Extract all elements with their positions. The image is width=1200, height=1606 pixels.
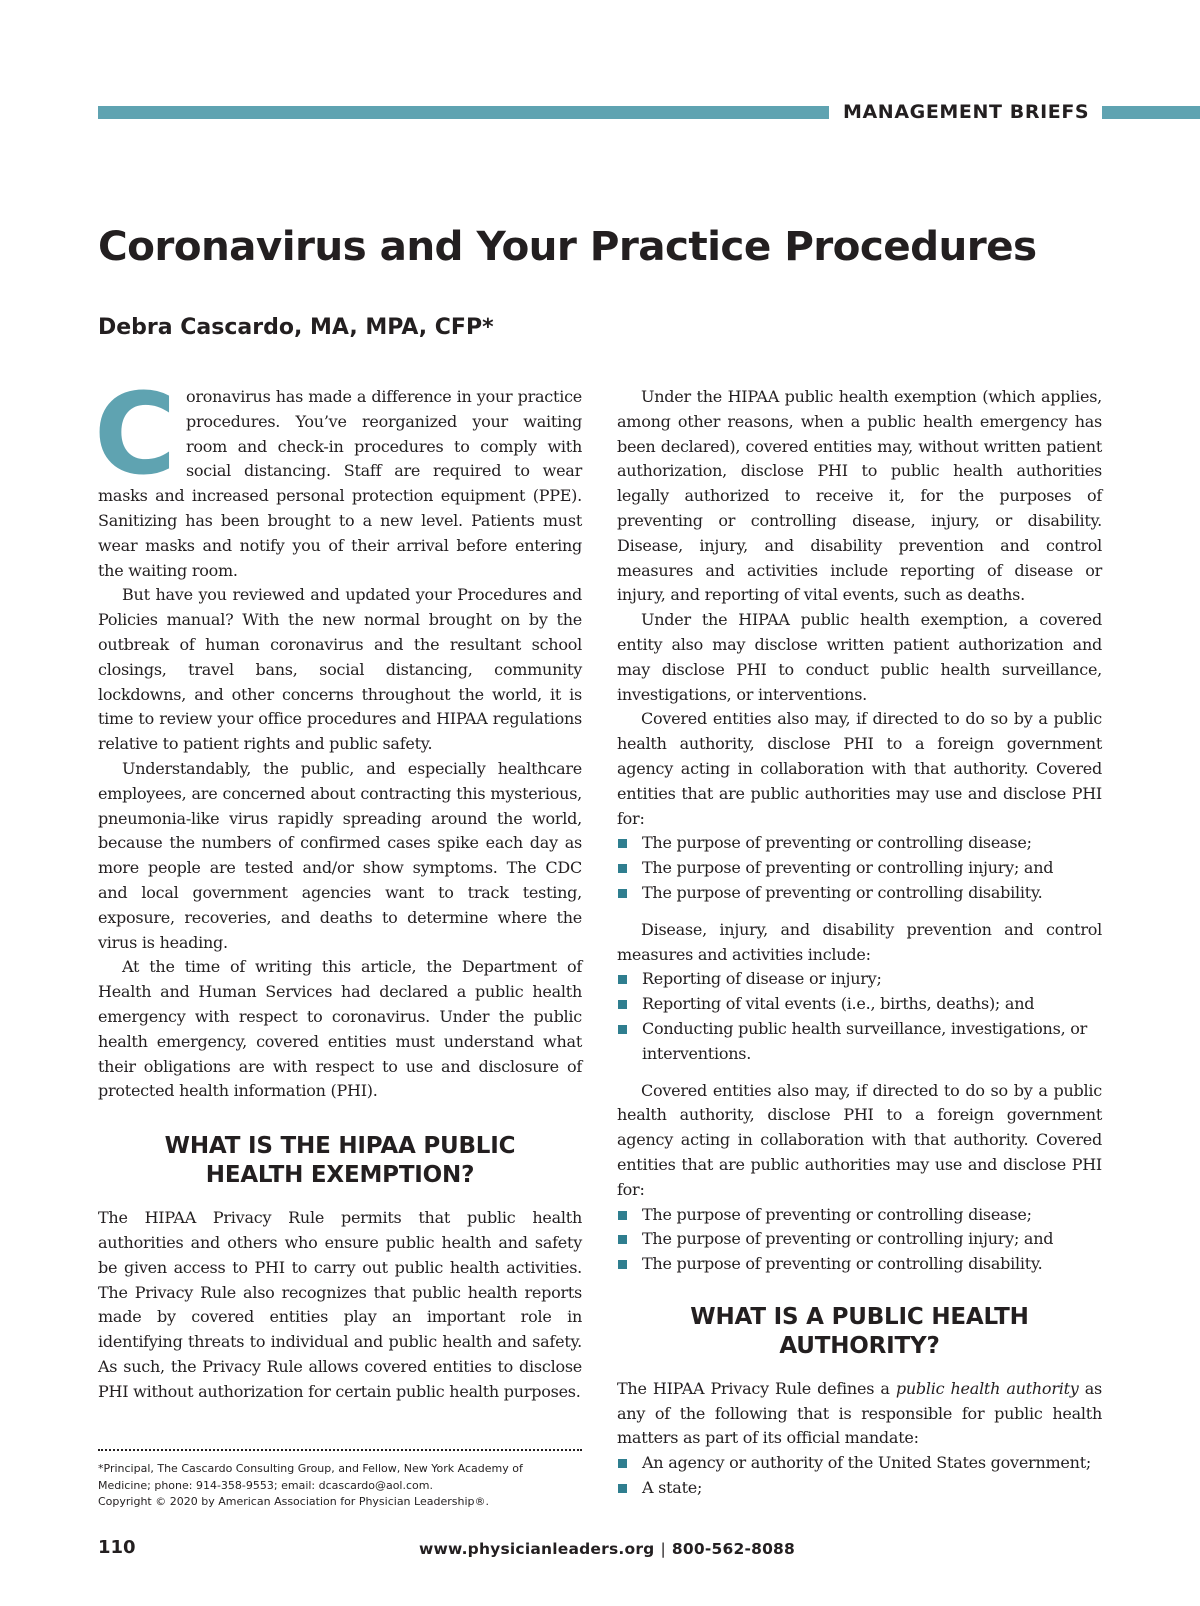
bullet-square-icon (618, 1235, 627, 1244)
bullet-square-icon (618, 839, 627, 848)
right-column (617, 385, 1102, 1501)
footer-phone: 800-562-8088 (671, 1540, 796, 1558)
section-heading-line: WHAT IS A PUBLIC HEALTH (690, 1303, 1029, 1330)
list-item: A state; (617, 1476, 1102, 1501)
list-item: Reporting of disease or injury; (617, 967, 1102, 992)
right-paragraph-5: Covered entities also may, if directed to do so by a public health authority, disclose PHI to a foreign government agency acting in collaboration with that authority. Covered entities that are public authorities may use and disclose PHI for: (617, 1080, 1102, 1199)
list-item: The purpose of preventing or controlling injury; and (617, 1227, 1102, 1252)
bullet-square-icon (618, 864, 627, 873)
footer-separator: | (660, 1540, 666, 1558)
list-item: An agency or authority of the United States government; (617, 1451, 1102, 1476)
intro-paragraph-4: At the time of writing this article, the Department of Health and Human Services had declared a public health emergency with respect to coronavirus. Under the public health emergency, covered entities must understand what their obligations are with respect to use and disclosure of protected health information (PHI). (98, 957, 582, 1101)
section-heading-line: HEALTH EXEMPTION? (205, 1162, 475, 1189)
bullet-square-icon (618, 889, 627, 898)
section1-paragraph: The HIPAA Privacy Rule permits that public health authorities and others who ensure public health and safety be given access to PHI to carry out public health activities. The Privacy Rule also recognizes that public health reports made by covered entities play an important role in identifying threats to individual and public health and safety. As such, the Privacy Rule allows covered entities to disclose PHI without authorization for certain public health purposes. (98, 1208, 582, 1401)
list-item: The purpose of preventing or controlling disease; (617, 1203, 1102, 1228)
footnote-copyright: Copyright © 2020 by American Association for Physician Leadership®. (98, 1495, 489, 1509)
right-paragraph-1: Under the HIPAA public health exemption (which applies, among other reasons, when a public health emergency has been declared), covered entities may, without written patient authorization, disclose PHI to public health authorities legally authorized to receive it, for the purposes of preventing or controlling disease, injury, or disability. Disease, injury, and disability prevention and control measures and activities include reporting of disease or injury, and reporting of vital events, such as deaths. (617, 387, 1102, 605)
section-heading-hipaa-exemption (98, 1132, 582, 1190)
bullet-square-icon (618, 1459, 627, 1468)
footnote (98, 1461, 568, 1511)
section-label: MANAGEMENT BRIEFS (843, 101, 1090, 123)
bullet-square-icon (618, 1211, 627, 1220)
intro-paragraph-1 (94, 370, 582, 583)
section-heading-line: AUTHORITY? (779, 1332, 940, 1359)
list-item: The purpose of preventing or controlling injury; and (617, 856, 1102, 881)
footnote-divider (98, 1449, 582, 1451)
footer-website-link[interactable]: www.physicianleaders.org (419, 1540, 655, 1558)
italic-term: public health authority (895, 1378, 1079, 1398)
bullet-list-4 (617, 1451, 1102, 1501)
bullet-square-icon (618, 1484, 627, 1493)
intro-paragraph-3: Understandably, the public, and especially healthcare employees, are concerned about contracting this mysterious, pneumonia-like virus rapidly spreading around the world, because the numbers of confirmed cases spike each day as more people are tested and/or show symptoms. The CDC and local government agencies want to track testing, exposure, recoveries, and deaths to determine where the virus is heading. (98, 758, 582, 952)
bullet-square-icon (618, 1000, 627, 1009)
bullet-square-icon (618, 975, 627, 984)
bullet-list-2 (617, 967, 1102, 1066)
section-heading-public-health-authority (617, 1303, 1102, 1361)
bullet-list-1 (617, 831, 1102, 905)
intro-text: oronavirus has made a difference in your practice procedures. You’ve reorganized your waiting room and check-in procedures to comply with social distancing. Staff are required to wear masks and increased personal protection equipment (PPE). Sanitizing has been brought to a new level. Patients must wear masks and notify you of their arrival before entering the waiting room. (98, 387, 582, 580)
right-paragraph-4: Disease, injury, and disability prevention and control measures and activities include: (617, 919, 1102, 964)
right-paragraph-2: Under the HIPAA public health exemption, a covered entity also may disclose written patient authorization and may disclose PHI to conduct public health surveillance, investigations, or interventions. (617, 610, 1102, 704)
bullet-list-3 (617, 1203, 1102, 1277)
intro-paragraph-2: But have you reviewed and updated your Procedures and Policies manual? With the new normal brought on by the outbreak of human coronavirus and the resultant school closings, travel bans, social distancing, community lockdowns, and other concerns throughout the world, it is time to review your office procedures and HIPAA regulations relative to patient rights and public safety. (98, 585, 582, 754)
list-item: Reporting of vital events (i.e., births, deaths); and (617, 992, 1102, 1017)
page-number: 110 (98, 1537, 136, 1558)
bullet-square-icon (618, 1025, 627, 1034)
list-item: The purpose of preventing or controlling disability. (617, 1252, 1102, 1277)
list-item: The purpose of preventing or controlling disease; (617, 831, 1102, 856)
footer-contact (419, 1540, 795, 1558)
article-author: Debra Cascardo, MA, MPA, CFP* (98, 315, 494, 340)
section-heading-line: WHAT IS THE HIPAA PUBLIC (164, 1133, 516, 1160)
list-item: Conducting public health surveillance, investigations, or interventions. (617, 1017, 1102, 1067)
right-paragraph-3: Covered entities also may, if directed to do so by a public health authority, disclose PHI to a foreign government agency acting in collaboration with that authority. Covered entities that are public authorities may use and disclose PHI for: (617, 709, 1102, 828)
section2-paragraph: The HIPAA Privacy Rule defines a public health authority as any of the following that is responsible for public health matters as part of its official mandate: (617, 1378, 1103, 1448)
footnote-affiliation: *Principal, The Cascardo Consulting Group, and Fellow, New York Academy of Medicine; phone: 914-358-9553; email: dcascardo@aol.com. (98, 1462, 523, 1492)
left-column (94, 370, 582, 1404)
drop-cap: C (94, 370, 176, 500)
article-title: Coronavirus and Your Practice Procedures (98, 222, 1037, 270)
header-accent-bar-left (98, 106, 829, 119)
list-item: The purpose of preventing or controlling disability. (617, 881, 1102, 906)
bullet-square-icon (618, 1260, 627, 1269)
header-accent-bar-right (1102, 106, 1200, 119)
